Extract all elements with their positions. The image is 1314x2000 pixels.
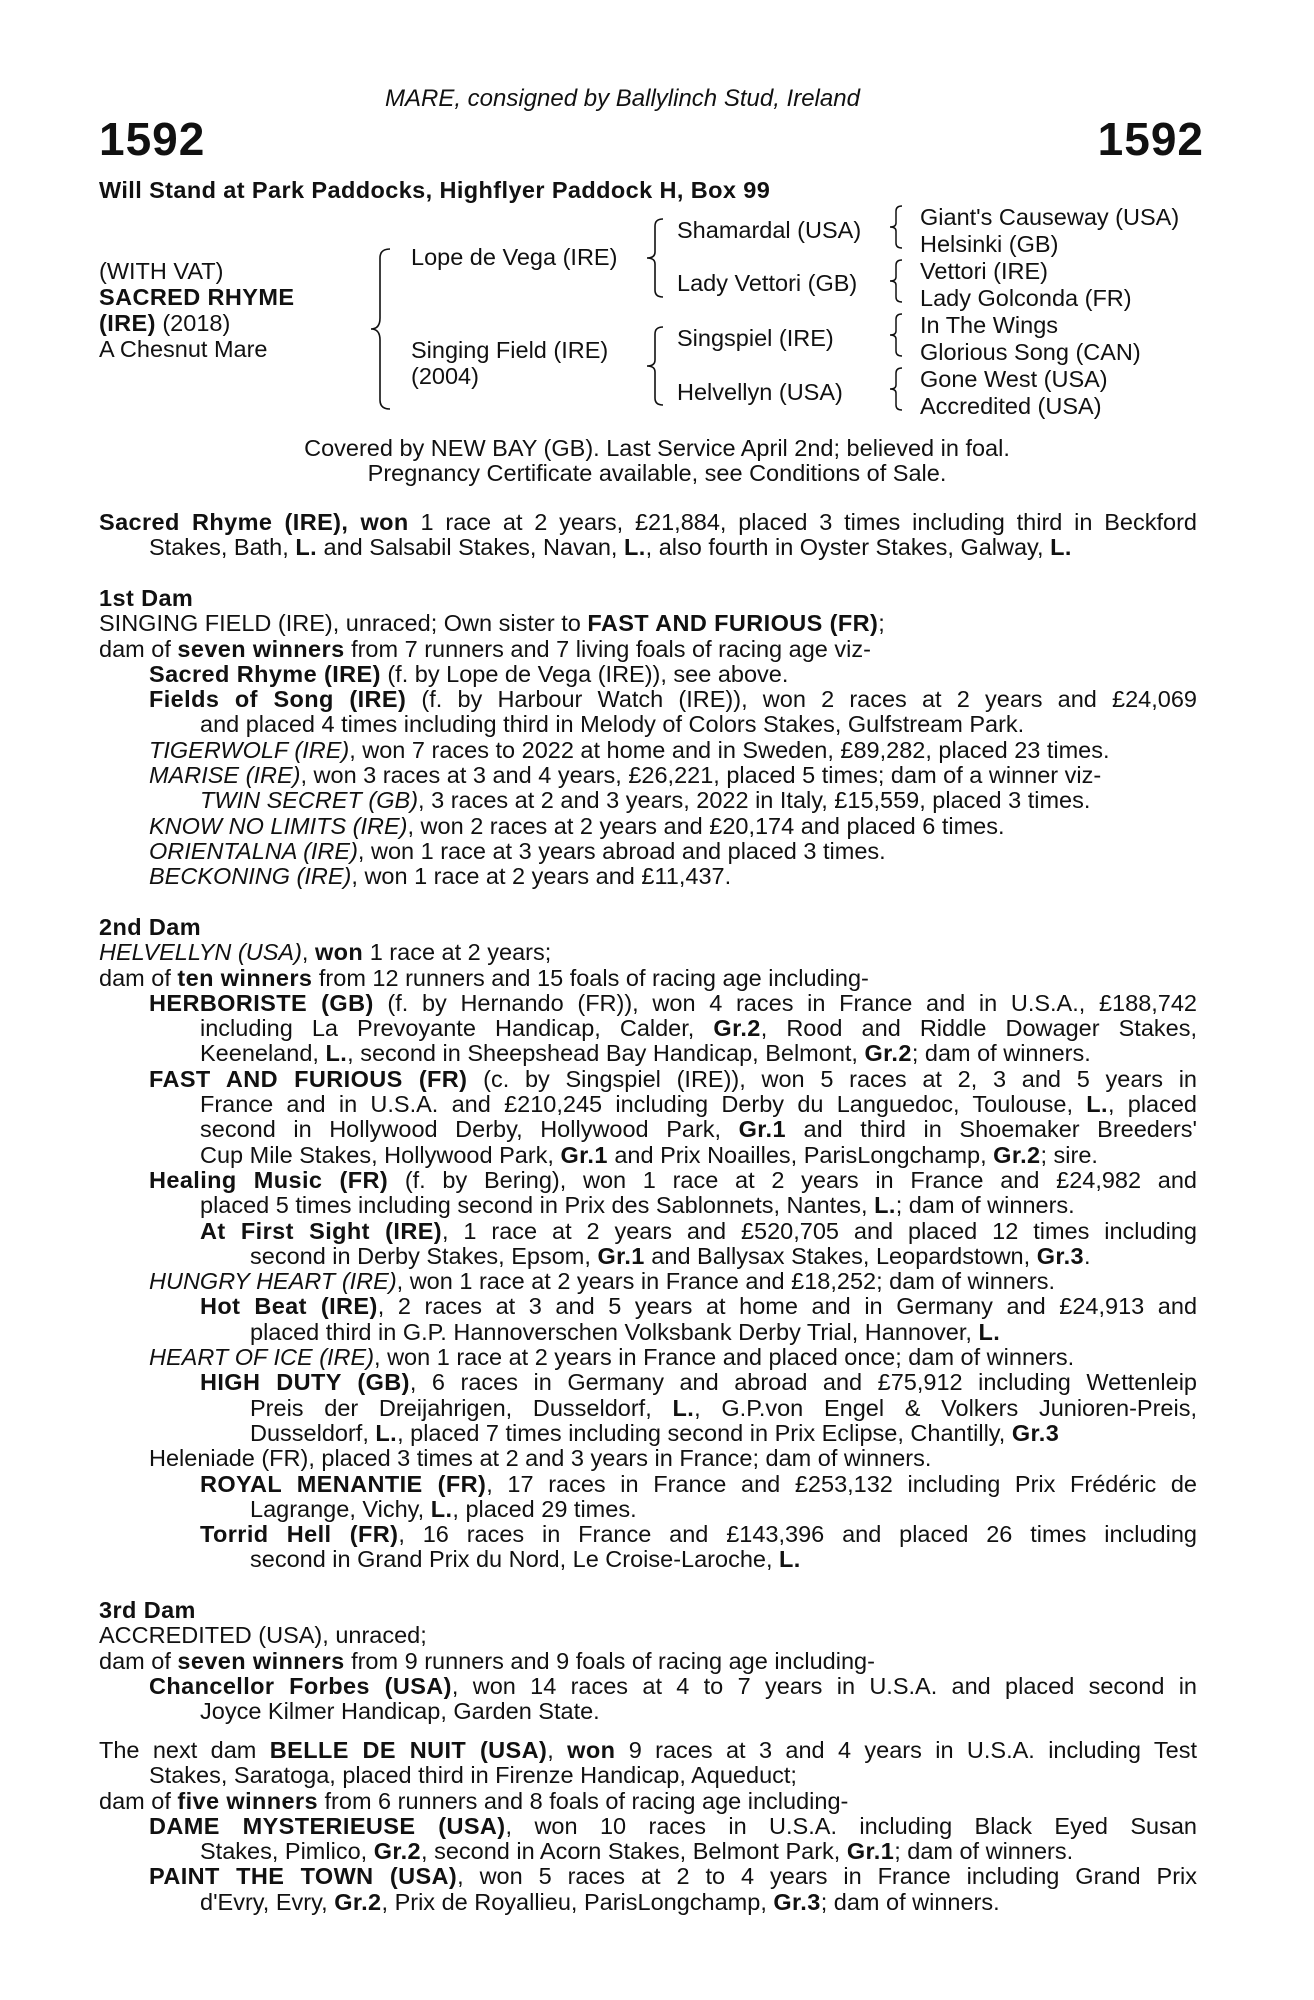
text: Preis der Dreijahrigen, Dusseldorf, [250,1394,673,1421]
text: Fields of Song (IRE) [149,686,407,713]
text: , [301,939,315,966]
stand-location: Will Stand at Park Paddocks, Highflyer Paddock H, Box 99 [99,177,771,203]
text: ROYAL MENANTIE (FR) [200,1470,487,1497]
second-dam-line: Heleniade (FR), placed 3 times at 2 and 3 years in France; dam of winners. [149,1445,932,1472]
text: Stakes, Pimlico, [200,1838,374,1865]
first-dam-line [99,763,1197,788]
text: ; dam of winners. [895,1192,1075,1219]
text: (f. by Lope de Vega (IRE)), see above. [380,660,789,687]
horse-description: A Chesnut Mare [99,336,268,362]
text: Keeneland, [200,1040,326,1067]
grade-mark: Gr.1 [738,1116,786,1143]
third-dam-section [99,1598,1197,1724]
text: , Rood and Riddle Dowager Stakes, [760,1015,1198,1042]
text: (f. by Hernando (FR)), won 4 races in France and in U.S.A., £188,742 [373,989,1198,1016]
text: TIGERWOLF (IRE) [149,736,350,763]
text: HERBORISTE (GB) [149,989,374,1016]
sire-sire: Shamardal (USA) [677,217,862,243]
text: Hot Beat (IRE) [200,1293,378,1320]
text: , G.P.von Engel & Volkers Junioren-Preis, [694,1394,1197,1421]
text: , 1 race at 2 years and £520,705 and placed 12 times including [442,1217,1197,1244]
second-dam-line [99,1472,1197,1497]
first-dam-line [99,864,1197,889]
brace-main [370,248,392,410]
text: and Ballysax Stakes, Leopardstown, [644,1242,1037,1269]
grade-mark: Gr.2 [993,1141,1041,1168]
text: SINGING FIELD (IRE), unraced; Own sister to [99,610,588,637]
sd-sire: Vettori (IRE) [920,258,1048,284]
text: HEART OF ICE (IRE) [149,1344,375,1371]
text: dam of [99,1787,178,1814]
text: , second in Acorn Stakes, Belmont Park, [421,1838,847,1865]
dam-dam: Helvellyn (USA) [677,379,843,405]
text: TWIN SECRET (GB) [200,787,419,814]
lot-number-right: 1592 [1097,113,1204,165]
text: 1 race at 2 years, £21,884, placed 3 times including third in Beckford [408,509,1198,535]
text: DAME MYSTERIEUSE (USA) [149,1812,506,1839]
text: ten winners [177,964,313,991]
text: MARISE (IRE) [149,762,301,789]
second-dam-line [99,1143,1197,1168]
listed-mark: L. [874,1192,896,1219]
text: BELLE DE NUIT (USA) [269,1737,548,1763]
consignment-line: MARE, consigned by Ballylinch Stud, Ireland [385,85,860,112]
text: , placed 29 times. [452,1495,637,1522]
text: placed 5 times including second in Prix des Sablonnets, Nantes, [200,1192,875,1219]
vat-note: (WITH VAT) [99,258,224,284]
ss-dam: Helsinki (GB) [920,231,1059,257]
second-dam-line [99,1244,1197,1269]
horse-name: SACRED RHYME [99,284,295,310]
text: , placed 7 times including second in Prix Eclipse, Chantilly, [397,1419,1012,1446]
intro-name: Sacred Rhyme (IRE), won [99,509,409,535]
text: and Prix Noailles, ParisLongchamp, [607,1141,994,1168]
listed-mark: L. [325,1040,348,1067]
grade-mark: Gr.3 [1036,1242,1085,1269]
text: second in Grand Prix du Nord, Le Croise-Laroche, [250,1546,780,1573]
text: , won 3 races at 3 and 4 years, £26,221, placed 5 times; dam of a winner viz- [300,762,1102,789]
second-dam-line [99,1117,1197,1142]
text: , won 10 races in U.S.A. including Black Eyed Susan [505,1812,1198,1839]
text: Lagrange, Vichy, [250,1495,431,1522]
grade-mark: Gr.2 [334,1888,382,1915]
second-dam-line [99,1041,1197,1066]
sire: Lope de Vega (IRE) [411,244,618,270]
brace-dd [888,367,904,411]
text: (c. by Singspiel (IRE)), won 5 races at 2, 3 and 5 years in [467,1065,1197,1092]
text: second in Derby Stakes, Epsom, [250,1242,598,1269]
first-dam-section [99,586,1197,890]
text: from 12 runners and 15 foals of racing age including- [312,964,869,991]
brace-dam [645,326,665,406]
listed-mark: L. [779,1546,801,1573]
text: , 6 races in Germany and abroad and £75,912 including Wettenleip [409,1369,1198,1396]
intro-line [99,510,1197,535]
next-dam-line [99,1738,1197,1763]
text: seven winners [177,635,345,662]
first-dam-line [99,611,1197,636]
text: and third in Shoemaker Breeders' [785,1116,1197,1143]
grade-mark: Gr.1 [560,1141,608,1168]
next-dam-line [99,1814,1197,1839]
brace-ss [888,205,904,249]
listed-mark: L. [672,1394,695,1421]
third-dam-line: Joyce Kilmer Handicap, Garden State. [200,1698,600,1725]
text: Stakes, Bath, [149,534,296,561]
text: dam of [99,1647,178,1674]
grade-mark: Gr.2 [864,1040,912,1067]
text: second in Hollywood Derby, Hollywood Park, [200,1116,739,1143]
text: , Prix de Royallieu, ParisLongchamp, [381,1888,774,1915]
text: The next dam [99,1737,270,1763]
text: , won 1 race at 2 years in France and placed once; dam of winners. [374,1344,1075,1371]
next-dam-line [99,1789,1197,1814]
third-dam-line [99,1649,1197,1674]
second-dam-line [99,940,1197,965]
text: , 2 races at 3 and 5 years at home and in Germany and £24,913 and [377,1293,1198,1320]
grade-mark: Gr.1 [846,1838,895,1865]
text: won [314,939,364,966]
text: placed third in G.P. Hannoverschen Volksbank Derby Trial, Hannover, [250,1318,979,1345]
second-dam-line [99,1067,1197,1092]
text: , 17 races in France and £253,132 including Prix Frédéric de [486,1470,1197,1497]
second-dam-line [99,966,1197,991]
text: , won 1 race at 3 years abroad and placed 3 times. [357,837,886,864]
second-dam-line [99,1547,1197,1572]
text: KNOW NO LIMITS (IRE) [149,812,408,839]
second-dam-line [99,1421,1197,1446]
second-dam-line [99,1092,1197,1117]
horse-origin: (IRE) [99,310,156,336]
first-dam-line [99,839,1197,864]
text: At First Sight (IRE) [200,1217,442,1244]
brace-ds [888,313,904,357]
text: , won 1 race at 2 years and £11,437. [351,863,732,890]
next-dam-section [99,1738,1197,1915]
text: (f. by Harbour Watch (IRE)), won 2 races at 2 years and £24,069 [406,686,1197,713]
second-dam-line [99,1168,1197,1193]
second-dam-line [99,1345,1197,1370]
dam-year: (2004) [411,363,479,389]
text: seven winners [177,1647,345,1674]
text: France and in U.S.A. and £210,245 including Derby du Languedoc, Toulouse, [200,1091,1087,1118]
brace-sd [888,259,904,303]
second-dam-line [99,1320,1197,1345]
text: won [567,1737,616,1763]
third-dam-line: ACCREDITED (USA), unraced; [99,1622,427,1649]
listed-mark: L. [623,534,646,561]
grade-mark: Gr.1 [597,1242,645,1269]
covered-line: Covered by NEW BAY (GB). Last Service April 2nd; believed in foal. [304,435,1010,461]
text: ORIENTALNA (IRE) [149,837,358,864]
listed-mark: L. [430,1495,453,1522]
text: , second in Sheepshead Bay Handicap, Belmont, [347,1040,865,1067]
text: from 9 runners and 9 foals of racing age including- [344,1647,875,1674]
text: , 16 races in France and £143,396 and placed 26 times including [398,1521,1197,1548]
dd-dam: Accredited (USA) [920,393,1102,419]
text: , won 14 races at 4 to 7 years in U.S.A. and placed second in [451,1672,1197,1699]
second-dam-line [99,1522,1197,1547]
text: , won 2 races at 2 years and £20,174 and placed 6 times. [407,812,1005,839]
text: Dusseldorf, [250,1419,376,1446]
listed-mark: L. [295,534,317,561]
listed-mark: L. [1086,1091,1108,1118]
text: , [547,1737,568,1763]
first-dam-line: and placed 4 times including third in Melody of Colors Stakes, Gulfstream Park. [200,711,1025,738]
dam-sire: Singspiel (IRE) [677,325,834,351]
text: , also fourth in Oyster Stakes, Galway, [645,534,1051,561]
text: BECKONING (IRE) [149,863,352,890]
sire-dam: Lady Vettori (GB) [677,270,858,296]
second-dam-line [99,1370,1197,1395]
text: dam of [99,635,178,662]
next-dam-line: Stakes, Saratoga, placed third in Firenze Handicap, Aqueduct; [149,1762,797,1789]
text: FAST AND FURIOUS (FR) [149,1065,468,1092]
text: FAST AND FURIOUS (FR) [587,610,879,637]
third-dam-line [99,1674,1197,1699]
text: d'Evry, Evry, [200,1888,335,1915]
grade-mark: Gr.3 [773,1888,821,1915]
text: , 3 races at 2 and 3 years, 2022 in Italy, £15,559, placed 3 times. [418,787,1091,814]
listed-mark: L. [375,1419,398,1446]
text: , won 1 race at 2 years in France and £18,252; dam of winners. [396,1268,1056,1295]
next-dam-line [99,1890,1197,1915]
intro-line [99,535,1197,560]
horse-year: (2018) [155,310,231,336]
second-dam-line [99,1294,1197,1319]
sd-dam: Lady Golconda (FR) [920,285,1132,311]
pregnancy-line: Pregnancy Certificate available, see Conditions of Sale. [367,460,947,486]
text: and Salsabil Stakes, Navan, [317,534,624,561]
text: PAINT THE TOWN (USA) [149,1863,458,1890]
horse-origin-year [99,311,230,336]
text: HUNGRY HEART (IRE) [149,1268,397,1295]
text: ; [878,610,885,637]
text: (f. by Bering), won 1 race at 2 years in France and £24,982 and [388,1166,1198,1193]
text: . [1084,1242,1091,1269]
text: Cup Mile Stakes, Hollywood Park, [200,1141,561,1168]
text: from 6 runners and 8 foals of racing age including- [318,1787,849,1814]
first-dam-line [99,662,1197,687]
second-dam-line [99,1193,1197,1218]
second-dam-line [99,991,1197,1016]
lot-number-left: 1592 [99,113,206,165]
first-dam-line [99,788,1197,813]
text: Chancellor Forbes (USA) [149,1672,452,1699]
first-dam-line [99,814,1197,839]
text: Healing Music (FR) [149,1166,389,1193]
brace-sire [645,218,665,298]
text: including La Prevoyante Handicap, Calder, [200,1015,714,1042]
second-dam-line [99,1396,1197,1421]
text: , won 7 races to 2022 at home and in Sweden, £89,282, placed 23 times. [349,736,1110,763]
text: ; dam of winners. [820,1888,1000,1915]
text: from 7 runners and 7 living foals of racing age viz- [344,635,871,662]
text: , placed [1107,1091,1197,1118]
text: ; dam of winners. [894,1838,1074,1865]
text: 1 race at 2 years; [363,939,552,966]
text: , won 5 races at 2 to 4 years in France including Grand Prix [457,1863,1197,1890]
listed-mark: L. [1050,534,1072,561]
third-dam-heading: 3rd Dam [99,1597,196,1623]
intro-paragraph [99,510,1197,561]
second-dam-line [99,1497,1197,1522]
listed-mark: L. [978,1318,1001,1345]
next-dam-line [99,1839,1197,1864]
text: Sacred Rhyme (IRE) [149,660,381,687]
grade-mark: Gr.2 [373,1838,422,1865]
text: 9 races at 3 and 4 years in U.S.A. including Test [615,1737,1197,1763]
first-dam-line [99,738,1197,763]
grade-mark: Gr.3 [1011,1419,1060,1446]
ds-sire: In The Wings [920,312,1059,338]
grade-mark: Gr.2 [713,1015,761,1042]
ds-dam: Glorious Song (CAN) [920,339,1141,365]
second-dam-line [99,1269,1197,1294]
text: ; dam of winners. [911,1040,1091,1067]
first-dam-line [99,637,1197,662]
text: Torrid Hell (FR) [200,1521,399,1548]
second-dam-heading: 2nd Dam [99,914,202,940]
text: HELVELLYN (USA) [99,939,302,966]
dam: Singing Field (IRE) [411,337,609,363]
ss-sire: Giant's Causeway (USA) [920,204,1180,230]
first-dam-heading: 1st Dam [99,585,194,611]
second-dam-line [99,1016,1197,1041]
text: five winners [177,1787,318,1814]
second-dam-line [99,1219,1197,1244]
second-dam-section [99,915,1197,1573]
dd-sire: Gone West (USA) [920,366,1108,392]
text: HIGH DUTY (GB) [200,1369,410,1396]
next-dam-line [99,1864,1197,1889]
text: dam of [99,964,178,991]
first-dam-line [99,687,1197,712]
text: ; sire. [1040,1141,1098,1168]
